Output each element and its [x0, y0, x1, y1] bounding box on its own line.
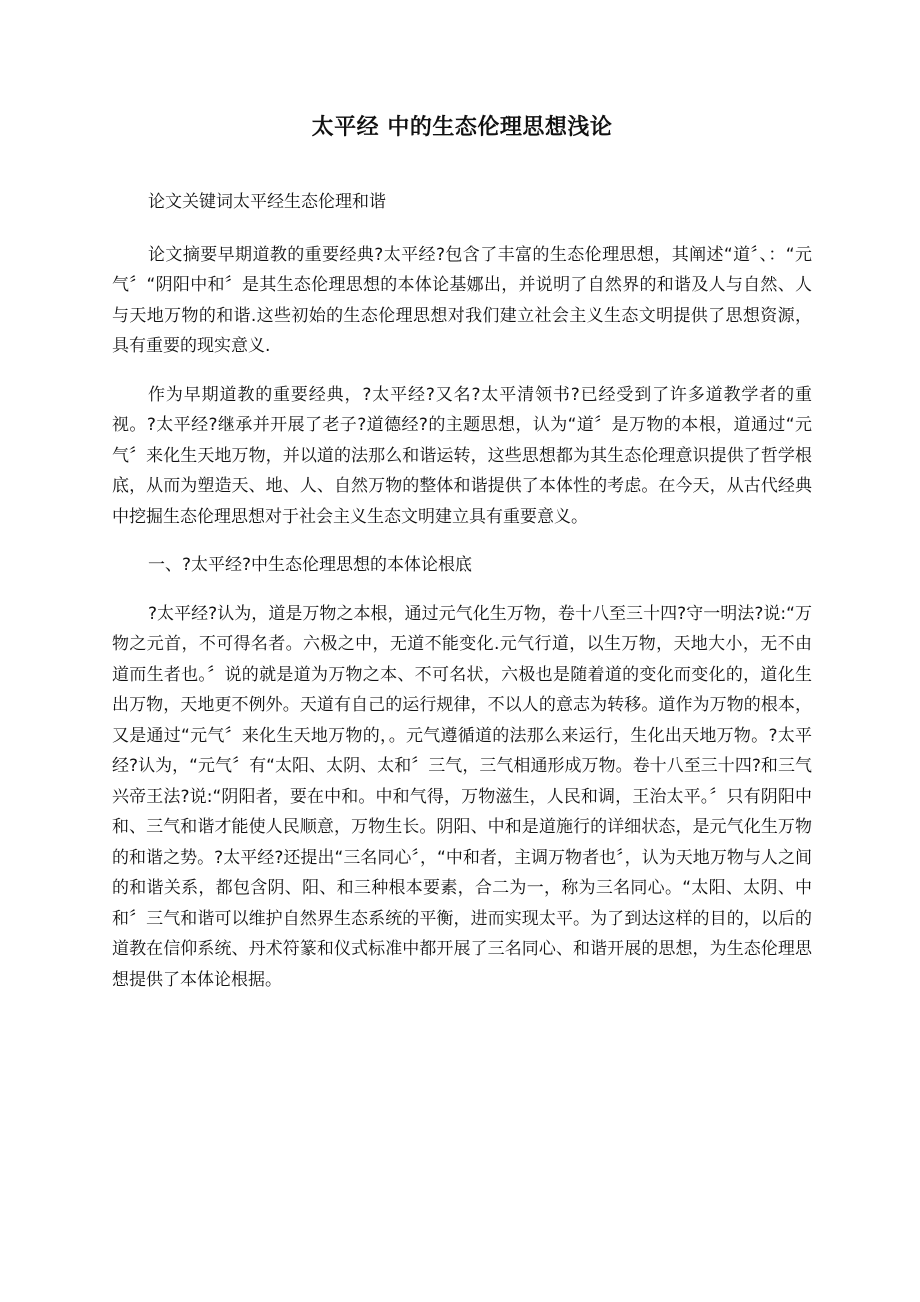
intro-paragraph: 作为早期道教的重要经典，?太平经?又名?太平清领书?已经受到了许多道教学者的重视。?太平经?继承并开展了老子?道德经?的主题思想，认为“道〞是万物的本根，道通过“元气〞来化生天地万物，并以道的法那么和谐运转，这些思想都为其生态伦理意识提供了哲学根底，从而为塑造天、地、人、自然万物的整体和谐提供了本体性的考虑。在今天，从古代经典中挖掘生态伦理思想对于社会主义生态文明建立具有重要意义。	[112, 384, 812, 527]
section-body-paragraph: ?太平经?认为，道是万物之本根，通过元气化生万物，卷十八至三十四?守一明法?说:“万物之元首，不可得名者。六极之中，无道不能变化.元气行道，以生万物，天地大小，无不由道而生者也。〞说的就是道为万物之本、不可名状，六极也是随着道的变化而变化的，道化生出万物，天地更不例外。天道有自己的运行规律，不以人的意志为转移。道作为万物的根本，又是通过“元气〞来化生天地万物的，。元气遵循道的法那么来运行，生化出天地万物。?太平经?认为，“元气〞有“太阳、太阴、太和〞三气，三气相通形成万物。卷十八至三十四?和三气兴帝王法?说:“阴阳者，要在中和。中和气得，万物滋生，人民和调，王治太平。〞只有阴阳中和、三气和谐才能使人民顺意，万物生长。阴阳、中和是道施行的详细状态，是元气化生万物的和谐之势。?太平经?还提出“三名同心〞，“中和者，主调万物者也〞，认为天地万物与人之间的和谐关系，都包含阴、阳、和三种根本要素，合二为一，称为三名同心。“太阳、太阴、中和〞三气和谐可以维护自然界生态系统的平衡，进而实现太平。为了到达这样的目的，以后的道教在信仰系统、丹术符篆和仪式标准中都开展了三名同心、和谐开展的思想，为生态伦理思想提供了本体论根据。	[112, 603, 812, 990]
document-title: 太平经 中的生态伦理思想浅论	[311, 115, 613, 140]
abstract-paragraph: 论文摘要早期道教的重要经典?太平经?包含了丰富的生态伦理思想，其阐述“道〞、：“元气〞“阴阳中和〞是其生态伦理思想的本体论基娜出，并说明了自然界的和谐及人与自然、人与天地万物的和谐.这些初始的生态伦理思想对我们建立社会主义生态文明提供了思想资源，具有重要的现实意义.	[112, 244, 812, 356]
section-heading: 一、?太平经?中生态伦理思想的本体论根底	[148, 555, 473, 575]
keywords-paragraph: 论文关键词太平经生态伦理和谐	[148, 192, 386, 212]
